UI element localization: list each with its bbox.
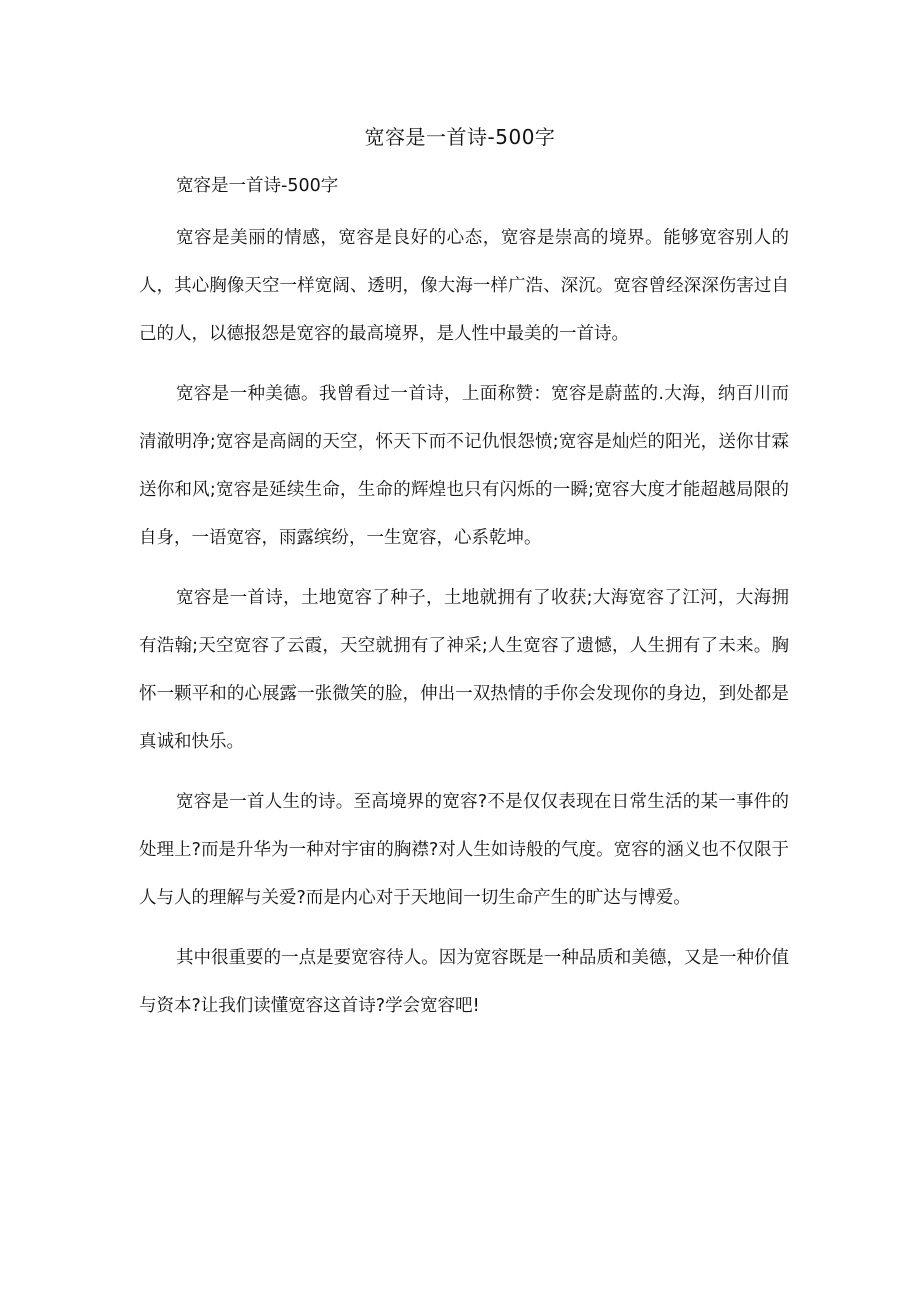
paragraph-5: 其中很重要的一点是要宽容待人。因为宽容既是一种品质和美德，又是一种价值与资本?让我们读懂宽容这首诗?学会宽容吧! (139, 948, 789, 1016)
document-subtitle: 宽容是一首诗-500字 (176, 176, 339, 196)
paragraph-1: 宽容是美丽的情感，宽容是良好的心态，宽容是崇高的境界。能够宽容别人的人，其心胸像天空一样宽阔、透明，像大海一样广浩、深沉。宽容曾经深深伤害过自己的人，以德报怨是宽容的最高境界，是人性中最美的一首诗。 (139, 228, 789, 344)
paragraph-3: 宽容是一首诗，土地宽容了种子，土地就拥有了收获;大海宽容了江河，大海拥有浩翰;天空宽容了云霞，天空就拥有了神采;人生宽容了遗憾，人生拥有了未来。胸怀一颗平和的心展露一张微笑的脸，伸出一双热情的手你会发现你的身边，到处都是真诚和快乐。 (139, 588, 789, 752)
paragraph-2: 宽容是一种美德。我曾看过一首诗，上面称赞：宽容是蔚蓝的.大海，纳百川而清澈明净;宽容是高阔的天空，怀天下而不记仇恨怨愤;宽容是灿烂的阳光，送你甘霖送你和风;宽容是延续生命，生命的辉煌也只有闪烁的一瞬;宽容大度才能超越局限的自身，一语宽容，雨露缤纷，一生宽容，心系乾坤。 (139, 384, 789, 548)
paragraph-4: 宽容是一首人生的诗。至高境界的宽容?不是仅仅表现在日常生活的某一事件的处理上?而是升华为一种对宇宙的胸襟?对人生如诗般的气度。宽容的涵义也不仅限于人与人的理解与关爱?而是内心对于天地间一切生命产生的旷达与博爱。 (139, 792, 789, 908)
document-body (139, 172, 789, 1030)
document-title: 宽容是一首诗-500字 (364, 125, 556, 149)
